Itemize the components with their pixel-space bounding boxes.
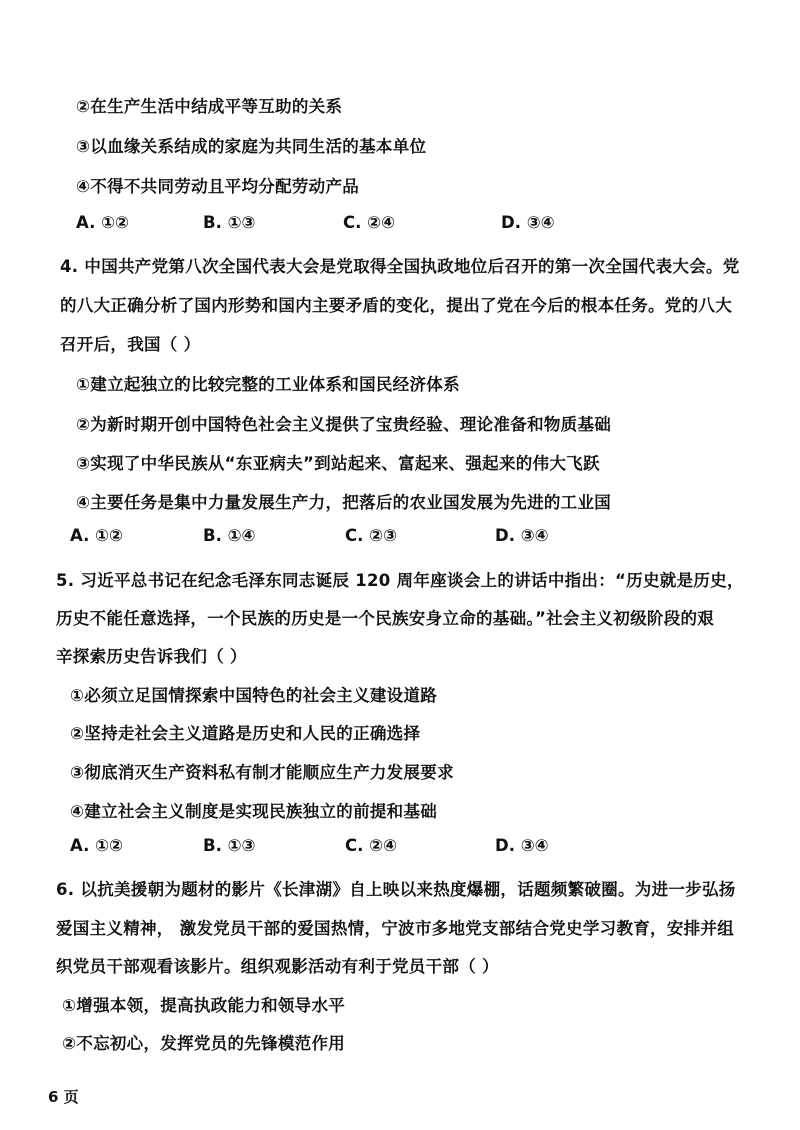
q5-stem-line-3: 辛探索历史告诉我们（ ） xyxy=(56,647,247,666)
q6-item-1: ①增强本领，提高执政能力和领导水平 xyxy=(62,996,346,1015)
page-number: 6 页 xyxy=(48,1088,79,1106)
q3-option-d[interactable]: D. ③④ xyxy=(501,213,555,232)
q3-option-c[interactable]: C. ②④ xyxy=(343,213,396,232)
q6-item-2: ②不忘初心，发挥党员的先锋模范作用 xyxy=(62,1034,346,1053)
q5-option-b[interactable]: B. ①③ xyxy=(203,836,256,855)
q4-item-3: ③实现了中华民族从“东亚病夫”到站起来、富起来、强起来的伟大飞跃 xyxy=(76,454,600,473)
q4-option-a[interactable]: A. ①② xyxy=(70,526,124,545)
q4-option-c[interactable]: C. ②③ xyxy=(345,526,398,545)
q4-stem-line-2: 的八大正确分析了国内形势和国内主要矛盾的变化，提出了党在今后的根本任务。党的八大 xyxy=(60,296,732,315)
q5-item-1: ①必须立足国情探索中国特色的社会主义建设道路 xyxy=(70,686,438,705)
q5-item-4: ④建立社会主义制度是实现民族独立的前提和基础 xyxy=(70,802,438,821)
q6-stem-line-1: 6. 以抗美援朝为题材的影片《长津湖》自上映以来热度爆棚，话题频繁破圈。为进一步弘扬 xyxy=(56,880,736,899)
q3-option-a[interactable]: A. ①② xyxy=(76,213,130,232)
q3-item-4: ④不得不共同劳动且平均分配劳动产品 xyxy=(76,177,360,196)
q4-option-d[interactable]: D. ③④ xyxy=(495,526,549,545)
q5-stem-line-1: 5. 习近平总书记在纪念毛泽东同志诞辰 120 周年座谈会上的讲话中指出：“历史就是历史， xyxy=(56,571,744,590)
q5-item-2: ②坚持走社会主义道路是历史和人民的正确选择 xyxy=(70,724,421,743)
q3-item-3: ③以血缘关系结成的家庭为共同生活的基本单位 xyxy=(76,137,427,156)
q6-stem-line-2: 爱国主义精神， 激发党员干部的爱国热情，宁波市多地党支部结合党史学习教育，安排并组 xyxy=(56,919,735,938)
q4-stem-line-3: 召开后，我国（ ） xyxy=(60,335,201,354)
q4-option-b[interactable]: B. ①④ xyxy=(203,526,256,545)
q4-item-1: ①建立起独立的比较完整的工业体系和国民经济体系 xyxy=(76,375,460,394)
q5-item-3: ③彻底消灭生产资料私有制才能顺应生产力发展要求 xyxy=(70,763,454,782)
q5-option-c[interactable]: C. ②④ xyxy=(345,836,398,855)
q5-stem-line-2: 历史不能任意选择，一个民族的历史是一个民族安身立命的基础。”社会主义初级阶段的艰 xyxy=(56,609,715,628)
q4-item-4: ④主要任务是集中力量发展生产力，把落后的农业国发展为先进的工业国 xyxy=(76,493,612,512)
q5-option-d[interactable]: D. ③④ xyxy=(495,836,549,855)
q6-stem-line-3: 织党员干部观看该影片。组织观影活动有利于党员干部（ ） xyxy=(56,957,499,976)
q4-item-2: ②为新时期开创中国特色社会主义提供了宝贵经验、理论准备和物质基础 xyxy=(76,415,612,434)
q4-stem-line-1: 4. 中国共产党第八次全国代表大会是党取得全国执政地位后召开的第一次全国代表大会。党 xyxy=(60,257,740,276)
q5-option-a[interactable]: A. ①② xyxy=(70,836,124,855)
q3-option-b[interactable]: B. ①③ xyxy=(203,213,256,232)
q3-item-2: ②在生产生活中结成平等互助的关系 xyxy=(76,97,343,116)
